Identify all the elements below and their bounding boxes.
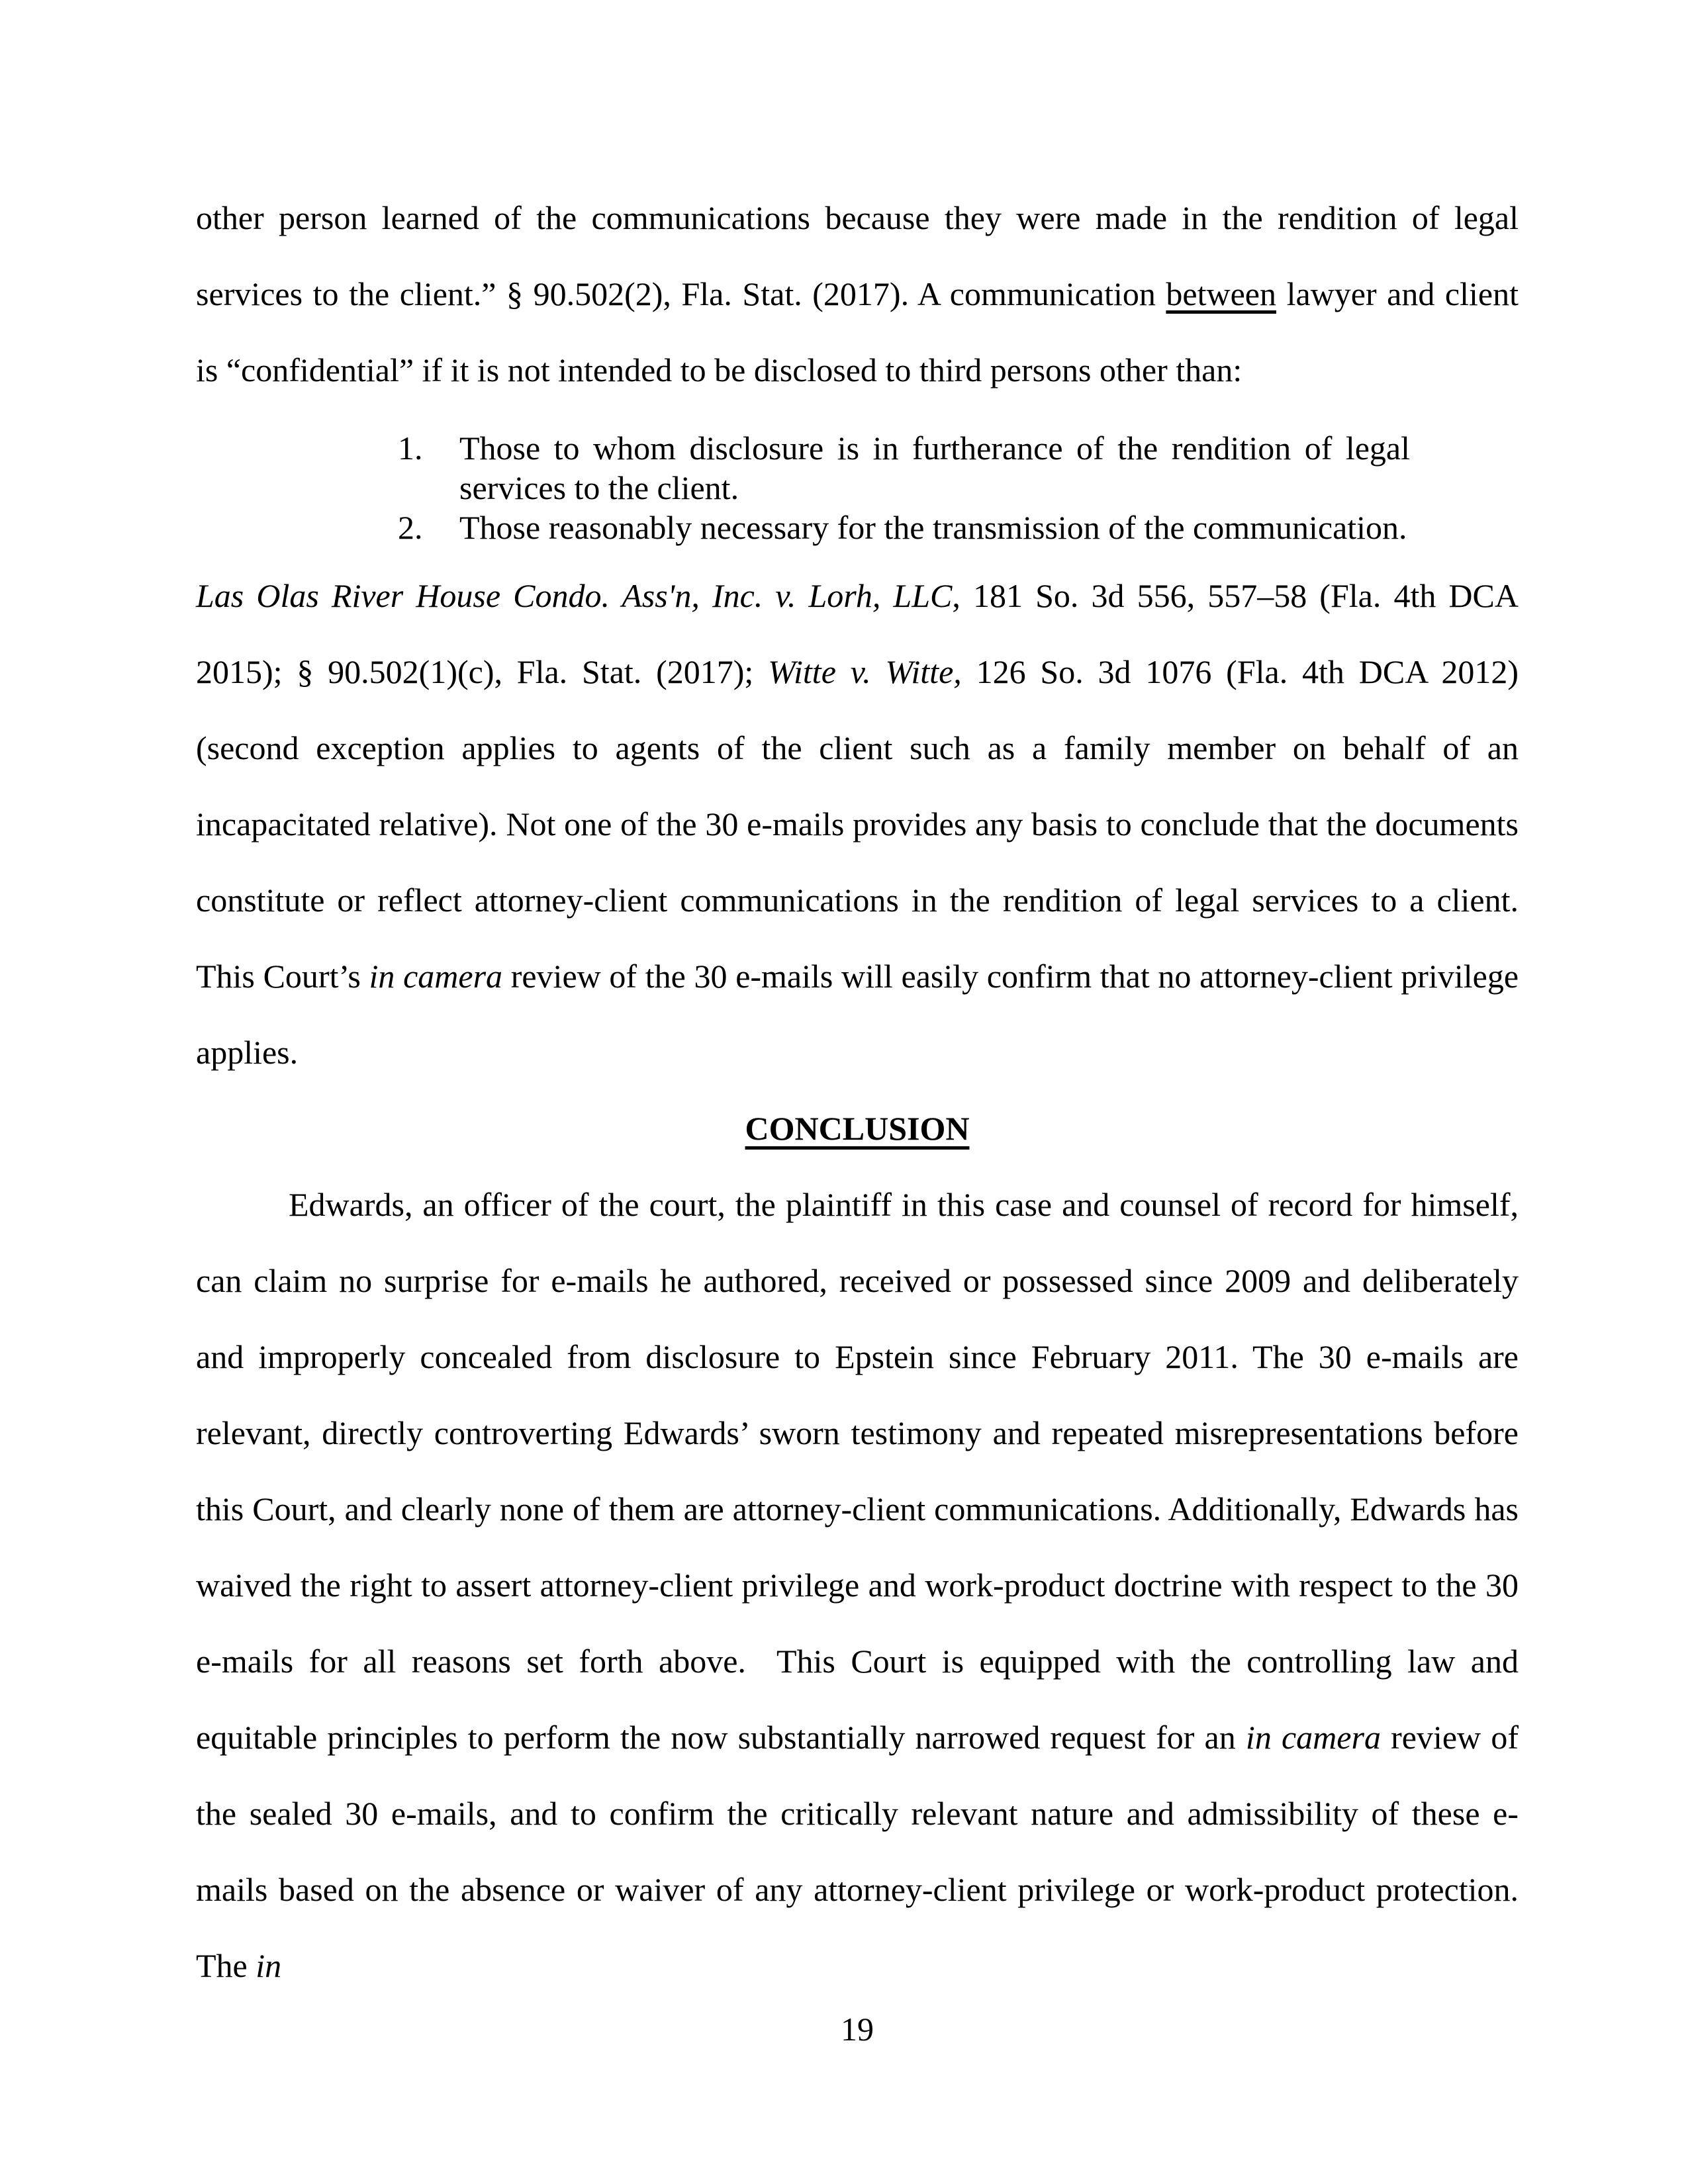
paragraph-text: other person learned of the communications because they were made in the rendition of legal services to the client.” § 90.502(2), Fla. Stat. (2017). A communication <box>196 199 1527 312</box>
conclusion-heading-text: CONCLUSION <box>745 1110 970 1147</box>
latin-phrase-italic: in camera <box>369 958 503 995</box>
list-item <box>398 428 1419 508</box>
citation-paragraph <box>196 558 1527 1091</box>
list-item-text: Those reasonably necessary for the transmission of the communication. <box>459 509 1407 546</box>
case-citation-italic: Witte v. Witte, <box>768 653 962 690</box>
case-citation-italic: Las Olas River House Condo. Ass'n, Inc. v. Lorh, LLC <box>196 577 953 614</box>
latin-phrase-italic: in <box>256 1947 282 1984</box>
conclusion-paragraph <box>196 1167 1535 2004</box>
paragraph-text: , 181 So. 3d 556, 557–58 (Fla. 4th DCA 2015); § 90.502(1)(c), Fla. Stat. (2017); <box>196 577 1527 690</box>
paragraph-text: lawyer and client is “confidential” if it is not intended to be disclosed to third persons other than: <box>196 275 1527 388</box>
continuation-paragraph <box>196 180 1527 408</box>
underlined-word-between: between <box>1166 275 1276 312</box>
page-number: 19 <box>841 2011 874 2048</box>
list-item-text: Those to whom disclosure is in furtherance of the rendition of legal services to the client. <box>459 430 1419 506</box>
paragraph-text: review of the sealed 30 e-mails, and to confirm the critically relevant nature and admissibility of these e-mails based on the absence or waiver of any attorney-client privilege or work-product protection. The <box>196 1719 1535 1984</box>
conclusion-heading <box>196 1091 1519 1167</box>
paragraph-text: Edwards, an officer of the court, the plaintiff in this case and counsel of record for himself, can claim no surprise for e-mails he authored, received or possessed since 2009 and deliberately and improperly concealed from disclosure to Epstein since February 2011. The 30 e-mails are relevant, directly controverting Edwards’ sworn testimony and repeated misrepresentations before this Court, and clearly none of them are attorney-client communications. Additionally, Edwards has waived the right to assert attorney-client privilege and work-product doctrine with respect to the 30 e-mails for all reasons set forth above. This Court is equipped with the controlling law and equitable principles to perform the now substantially narrowed request for an <box>196 1186 1527 1756</box>
list-item-number: 1. <box>398 430 423 467</box>
paragraph-text: review of the 30 e-mails will easily confirm that no attorney-client privilege applies. <box>196 958 1527 1071</box>
latin-phrase-italic: in camera <box>1245 1719 1381 1756</box>
exceptions-list <box>398 428 1419 547</box>
list-item <box>398 508 1410 547</box>
paragraph-text: 126 So. 3d 1076 (Fla. 4th DCA 2012)(second exception applies to agents of the client such as a family member on behalf of an incapacitated relative). Not one of the 30 e-mails provides any basis to conclude that the documents constitute or reflect attorney-client communications in the rendition of legal services to a client. This Court’s <box>196 653 1527 995</box>
list-item-number: 2. <box>398 509 423 546</box>
